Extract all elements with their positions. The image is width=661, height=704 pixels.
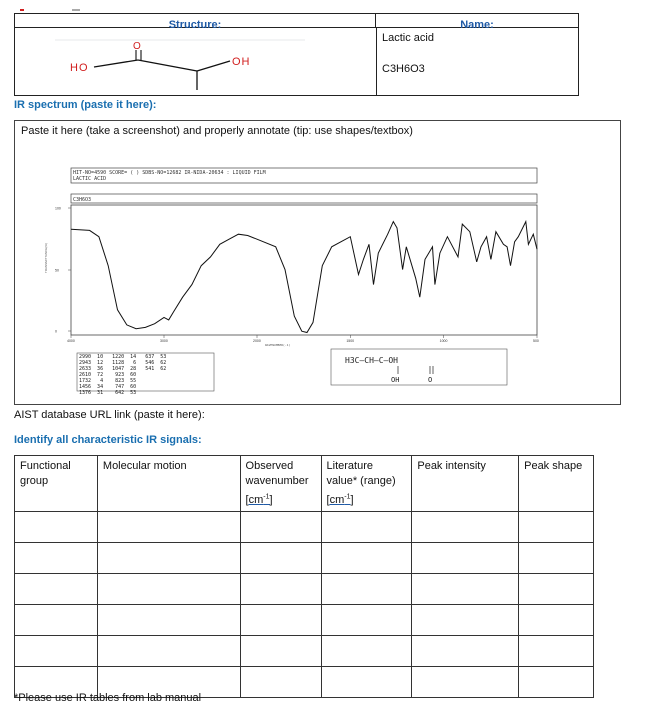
x-tick-label: 3000 xyxy=(160,339,168,343)
table-cell[interactable] xyxy=(15,635,98,666)
y-tick-label: 50 xyxy=(55,268,59,273)
ir-spectrum-svg xyxy=(25,163,615,401)
oh-group: OH xyxy=(232,56,251,68)
x-tick-label: 1000 xyxy=(439,339,448,343)
table-cell[interactable] xyxy=(240,573,321,604)
observed-wavenumber-header: Observed wavenumber $[cm^{-1}]$ xyxy=(240,456,321,512)
table-cell[interactable] xyxy=(412,511,519,542)
signals-title: Identify all characteristic IR signals: xyxy=(14,434,202,446)
x-tick-label: 1500 xyxy=(346,339,355,343)
ir-signals-table xyxy=(14,455,594,698)
spectrum-struct-oh: OH xyxy=(391,376,400,384)
name-header: Name: xyxy=(460,19,494,31)
table-cell[interactable] xyxy=(412,604,519,635)
table-cell[interactable] xyxy=(321,542,412,573)
y-tick-label: 100 xyxy=(55,206,61,211)
compound-name: Lactic acid xyxy=(382,32,434,44)
ir-spectrum-box xyxy=(14,120,621,405)
structure-header: Structure: xyxy=(168,19,222,31)
spectrum-formula-label: C3H6O3 xyxy=(73,197,92,203)
table-cell[interactable] xyxy=(321,666,412,697)
table-cell[interactable] xyxy=(15,511,98,542)
table-cell[interactable] xyxy=(412,635,519,666)
table-cell[interactable] xyxy=(412,573,519,604)
table-cell[interactable] xyxy=(97,573,240,604)
table-cell[interactable] xyxy=(240,635,321,666)
table-cell[interactable] xyxy=(321,635,412,666)
lactic-acid-skeletal-formula xyxy=(50,38,310,93)
paste-instruction: Paste it here (take a screenshot) and properly annotate (tip: use shapes/textbox) xyxy=(21,125,413,137)
x-tick-label: 500 xyxy=(533,339,539,343)
table-cell[interactable] xyxy=(97,604,240,635)
table-cell[interactable] xyxy=(519,573,594,604)
structure-name-table xyxy=(14,13,579,96)
peak-shape-header: Peak shape xyxy=(519,456,594,512)
molecule-structure xyxy=(50,38,310,93)
table-cell[interactable] xyxy=(240,542,321,573)
peak-table: 2990 10 1220 14 637 53 2943 12 1128 6 546 62 2633 36 1047 28 541 62 2610 72 923 60 1732 4 823 55 1456 34 747 60 1376 31 642 53 xyxy=(79,354,167,396)
compound-formula: C3H6O3 xyxy=(382,63,425,75)
footnote: *Please use IR tables from lab manual xyxy=(14,692,202,704)
ir-spectrum-figure xyxy=(25,163,615,401)
x-axis-label: WAVENUMBER(-1) xyxy=(265,343,291,347)
table-row xyxy=(15,635,594,666)
molecular-motion-header: Molecular motion xyxy=(97,456,240,512)
table-cell[interactable] xyxy=(97,542,240,573)
ir-spectrum-title: IR spectrum (paste it here): xyxy=(14,99,157,111)
table-cell[interactable] xyxy=(321,604,412,635)
top-red-fragment xyxy=(0,0,160,4)
table-cell[interactable] xyxy=(240,511,321,542)
table-row xyxy=(15,542,594,573)
x-tick-label: 4000 xyxy=(67,339,75,343)
y-axis-label: TRANSMITTANCE(%) xyxy=(44,243,48,273)
table-cell[interactable] xyxy=(412,542,519,573)
table-cell[interactable] xyxy=(15,604,98,635)
peak-intensity-header: Peak intensity xyxy=(412,456,519,512)
table-cell[interactable] xyxy=(97,511,240,542)
spectrum-header-line1: HIT-NO=4590 SCORE= ( ) SDBS-NO=12682 IR-NIDA-20634 : LIQUID FILM xyxy=(73,170,266,176)
table-cell[interactable] xyxy=(97,635,240,666)
table-cell[interactable] xyxy=(412,666,519,697)
table-cell[interactable] xyxy=(321,573,412,604)
table-cell[interactable] xyxy=(321,511,412,542)
table-row xyxy=(15,511,594,542)
literature-value-header: Literature value* (range) $[cm^{-1}]$ xyxy=(321,456,412,512)
signals-header-row xyxy=(15,456,594,512)
spectrum-header-line2: LACTIC ACID xyxy=(73,176,107,182)
table-cell[interactable] xyxy=(240,666,321,697)
table-cell[interactable] xyxy=(15,573,98,604)
ho-group: HO xyxy=(70,62,89,74)
table-cell[interactable] xyxy=(519,666,594,697)
table-cell[interactable] xyxy=(240,604,321,635)
table-cell[interactable] xyxy=(15,542,98,573)
table-cell[interactable] xyxy=(519,542,594,573)
table-row xyxy=(15,573,594,604)
table-cell[interactable] xyxy=(519,604,594,635)
url-label: AIST database URL link (paste it here): xyxy=(14,409,205,421)
x-tick-label: 2000 xyxy=(253,339,261,343)
carbonyl-oxygen: O xyxy=(133,41,141,52)
table-cell[interactable] xyxy=(519,635,594,666)
spectrum-struct-top: H3C—CH—C—OH xyxy=(345,356,398,365)
functional-group-header: Functional group xyxy=(15,456,98,512)
spectrum-struct-o: O xyxy=(428,376,433,384)
y-tick-label: 0 xyxy=(55,329,57,334)
table-row xyxy=(15,604,594,635)
table-cell[interactable] xyxy=(519,511,594,542)
spectrum-trace xyxy=(71,222,537,333)
